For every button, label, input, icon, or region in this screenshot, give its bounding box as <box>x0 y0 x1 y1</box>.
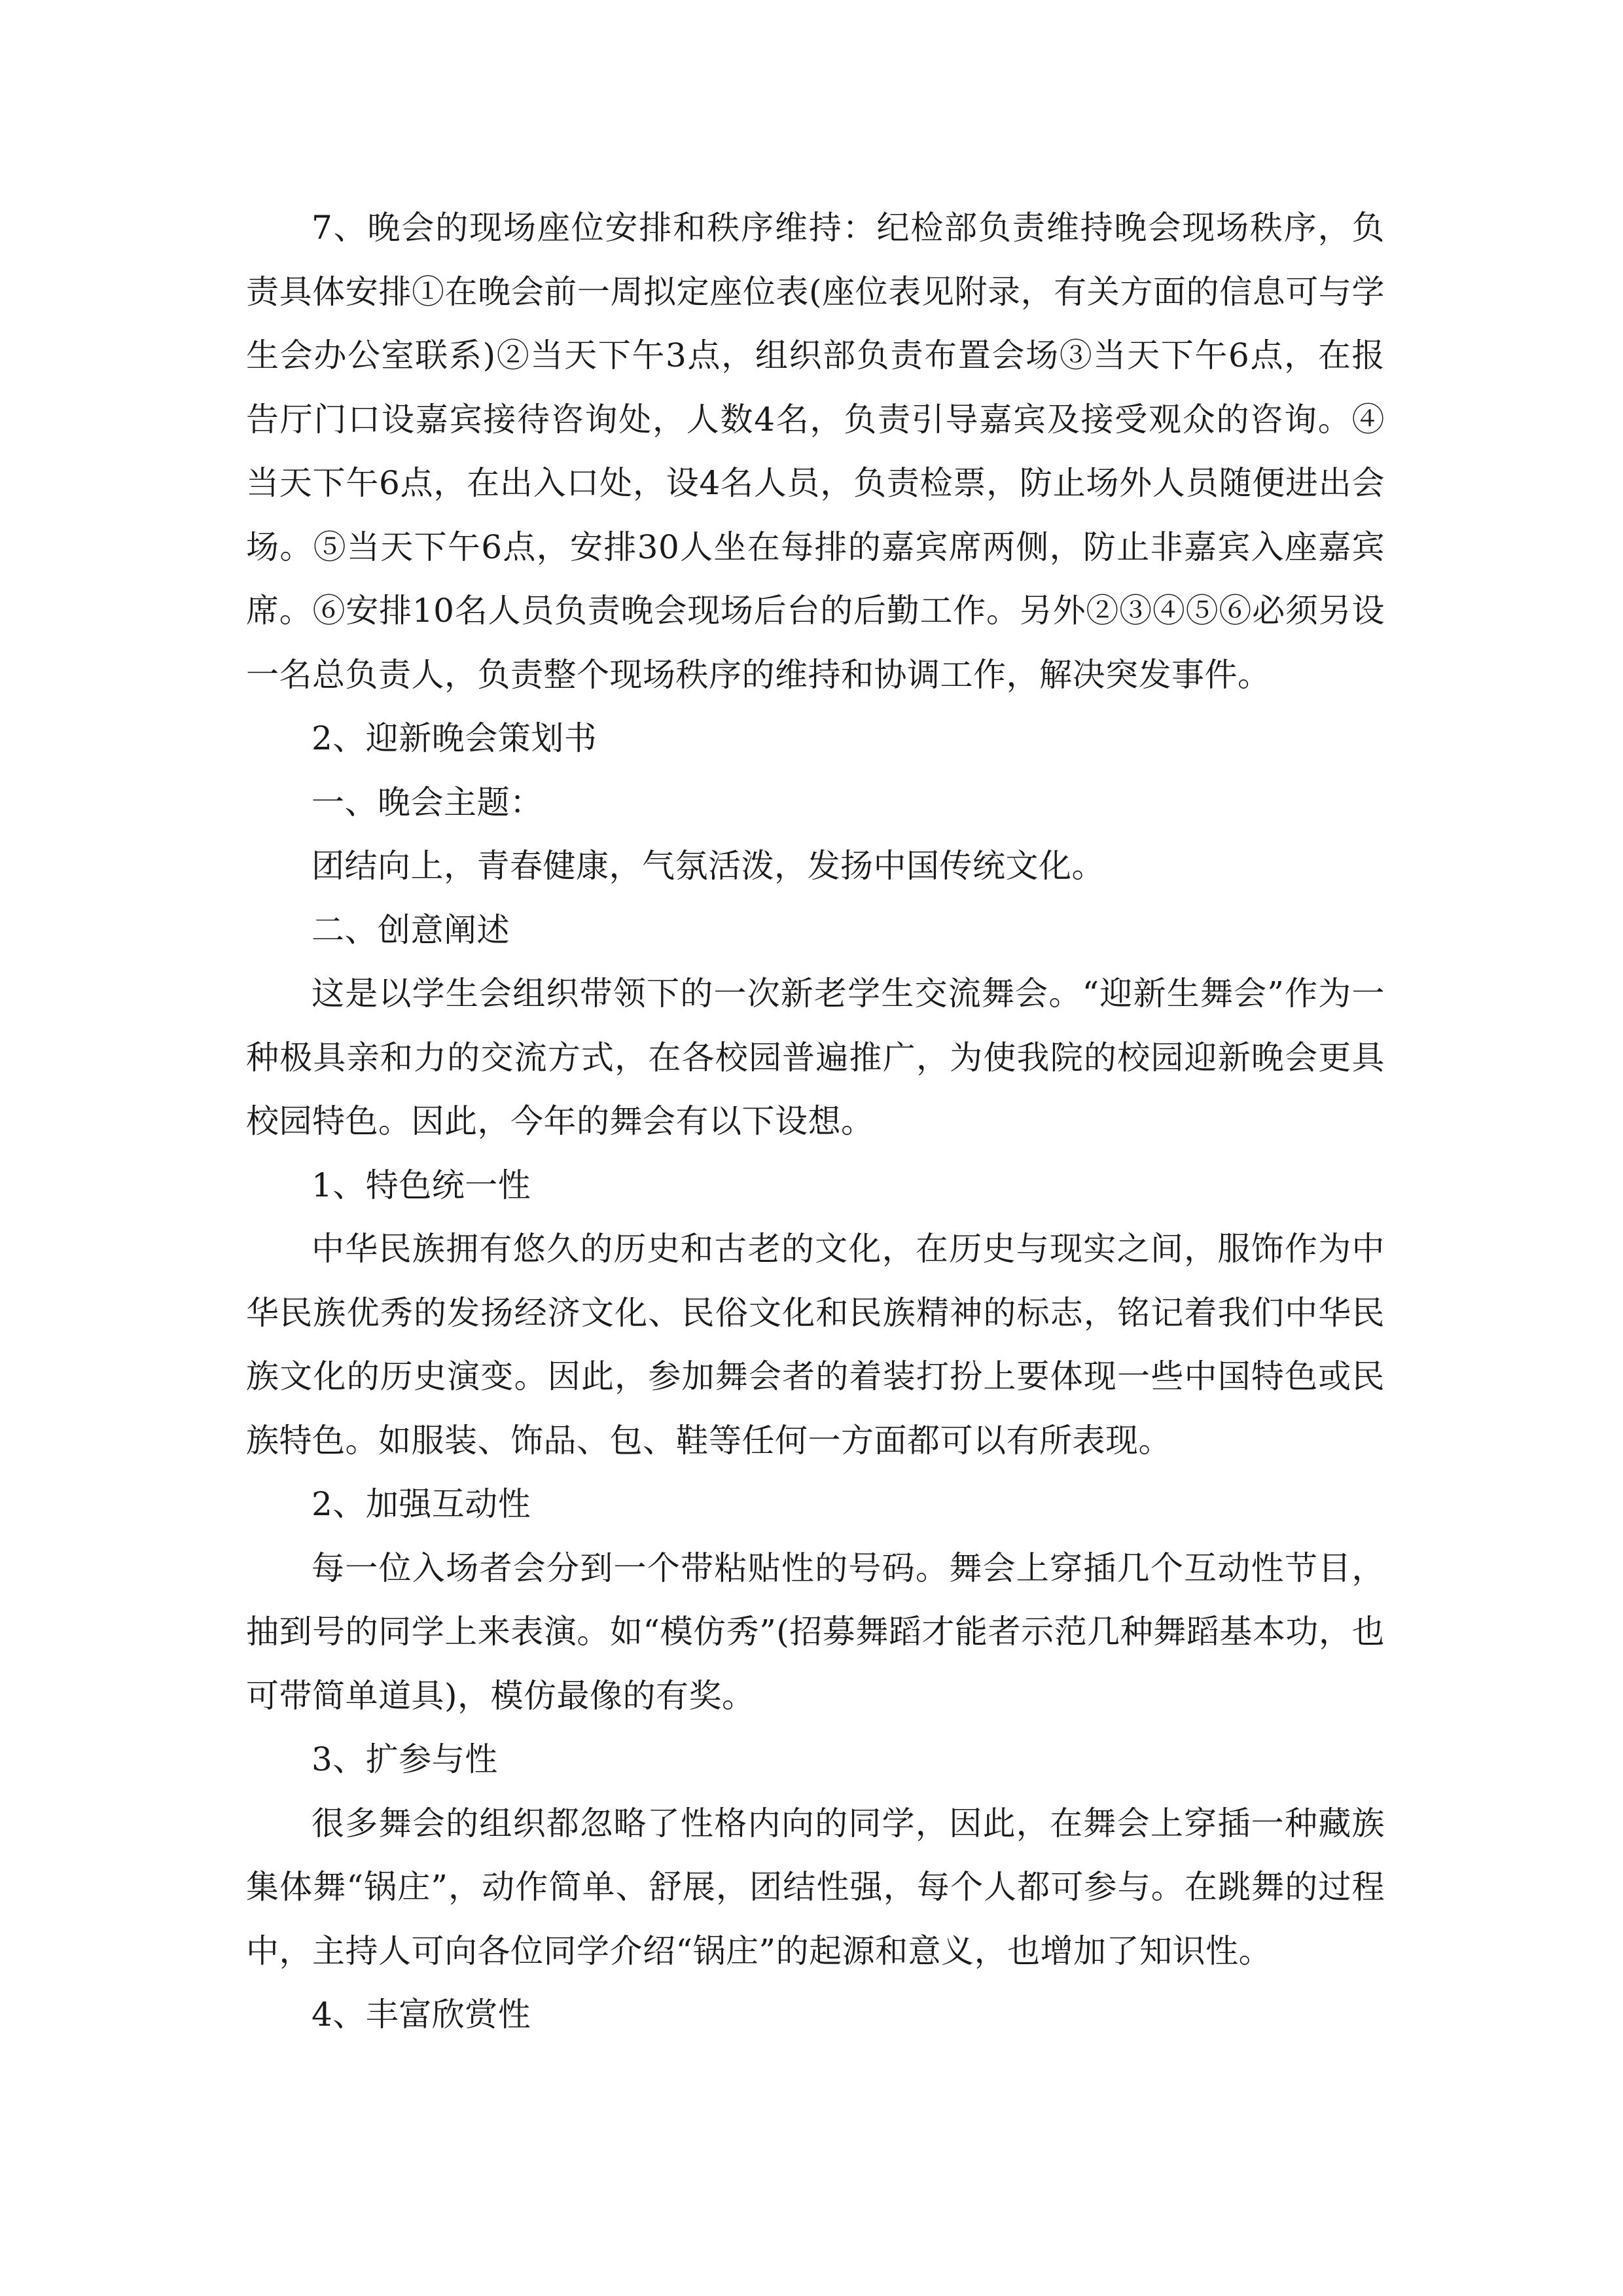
subheading-appreciation: 4、丰富欣赏性 <box>312 1996 531 2034</box>
section-heading-plan: 2、迎新晚会策划书 <box>312 719 597 757</box>
paragraph-seat-arrangement: 7、晚会的现场座位安排和秩序维持：纪检部负责维持晚会现场秩序，负责具体安排①在晚会前一周拟定座位表(座位表见附录，有关方面的信息可与学生会办公室联系)②当天下午3点，组织部负责布置会场③当天下午6点，在报告厅门口设嘉宾接待咨询处，人数4名，负责引导嘉宾及接受观众的咨询。④当天下午6点，在出入口处，设4名人员，负责检票，防止场外人员随便进出会场。⑤当天下午6点，安排30人坐在每排的嘉宾席两侧，防止非嘉宾入座嘉宾席。⑥安排10名人员负责晚会现场后台的后勤工作。另外②③④⑤⑥必须另设一名总负责人，负责整个现场秩序的维持和协调工作，解决突发事件。 <box>246 209 1385 694</box>
section-heading-creative: 二、创意阐述 <box>312 910 510 949</box>
subheading-interaction: 2、加强互动性 <box>312 1485 531 1523</box>
paragraph-unity: 中华民族拥有悠久的历史和古老的文化，在历史与现实之间，服饰作为中华民族优秀的发扬经济文化、民俗文化和民族精神的标志，铭记着我们中华民族文化的历史演变。因此，参加舞会者的着装打扮上要体现一些中国特色或民族特色。如服装、饰品、包、鞋等任何一方面都可以有所表现。 <box>246 1230 1385 1460</box>
subheading-unity: 1、特色统一性 <box>312 1166 531 1204</box>
paragraph-theme: 团结向上，青春健康，气氛活泼，发扬中国传统文化。 <box>312 847 1105 885</box>
paragraph-creative: 这是以学生会组织带领下的一次新老学生交流舞会。“迎新生舞会”作为一种极具亲和力的交流方式，在各校园普遍推广，为使我院的校园迎新晚会更具校园特色。因此，今年的舞会有以下设想。 <box>246 975 1385 1140</box>
paragraph-participation: 很多舞会的组织都忽略了性格内向的同学，因此，在舞会上穿插一种藏族集体舞“锅庄”，动作简单、舒展，团结性强，每个人都可参与。在跳舞的过程中，主持人可向各位同学介绍“锅庄”的起源和意义，也增加了知识性。 <box>246 1804 1385 1970</box>
section-heading-theme: 一、晚会主题： <box>312 783 543 821</box>
subheading-participation: 3、扩参与性 <box>312 1740 498 1778</box>
paragraph-interaction: 每一位入场者会分到一个带粘贴性的号码。舞会上穿插几个互动性节目，抽到号的同学上来表演。如“模仿秀”(招募舞蹈才能者示范几种舞蹈基本功，也可带简单道具)，模仿最像的有奖。 <box>246 1549 1385 1715</box>
document-body <box>246 196 1385 2047</box>
